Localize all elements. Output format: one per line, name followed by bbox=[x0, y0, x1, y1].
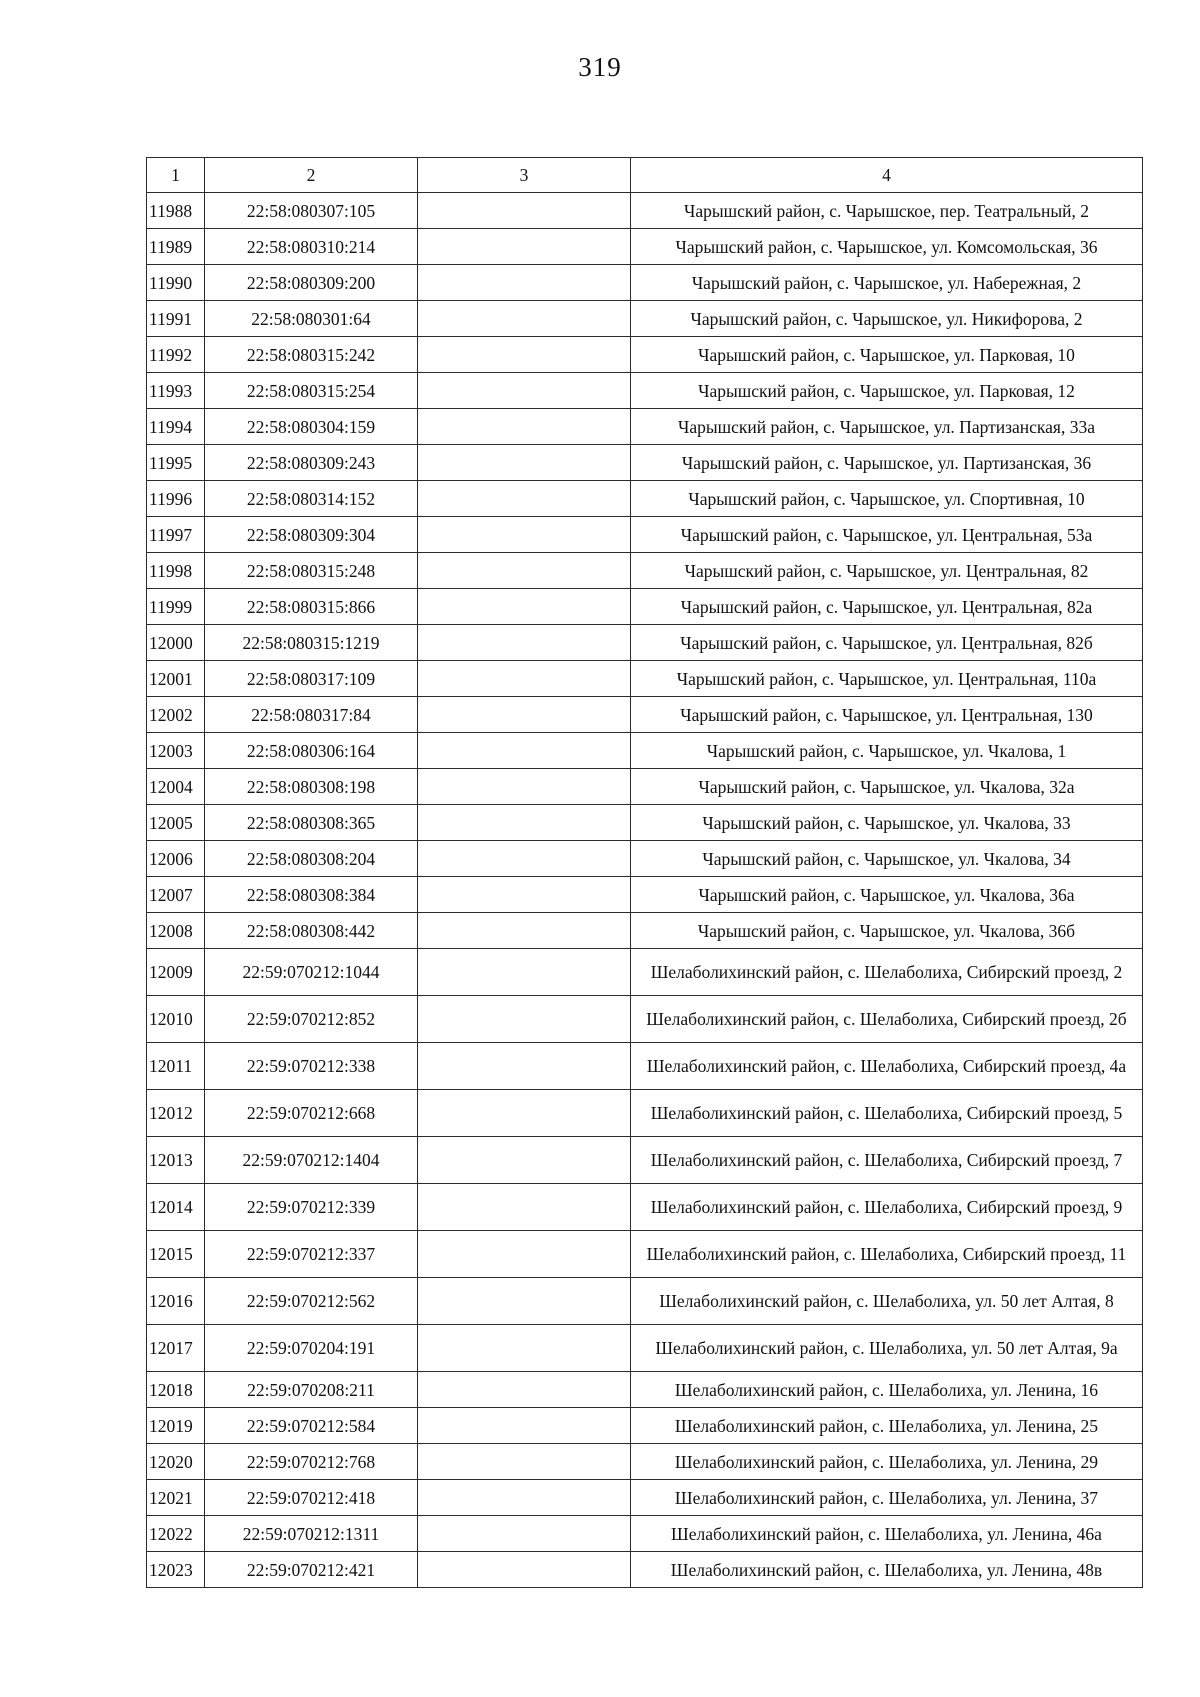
column-3-cell bbox=[418, 301, 631, 337]
row-number: 11990 bbox=[147, 265, 205, 301]
cadastral-number: 22:59:070212:584 bbox=[205, 1408, 418, 1444]
address: Чарышский район, с. Чарышское, ул. Центральная, 82а bbox=[631, 589, 1143, 625]
address: Чарышский район, с. Чарышское, ул. Чкалова, 34 bbox=[631, 841, 1143, 877]
table-row bbox=[147, 769, 1143, 805]
cadastral-number: 22:58:080304:159 bbox=[205, 409, 418, 445]
address: Шелаболихинский район, с. Шелаболиха, ул. Ленина, 25 bbox=[631, 1408, 1143, 1444]
address: Шелаболихинский район, с. Шелаболиха, ул. Ленина, 29 bbox=[631, 1444, 1143, 1480]
address: Шелаболихинский район, с. Шелаболиха, Сибирский проезд, 11 bbox=[631, 1231, 1143, 1278]
row-number: 11988 bbox=[147, 193, 205, 229]
row-number: 11999 bbox=[147, 589, 205, 625]
page-number: 319 bbox=[578, 52, 622, 82]
table-row bbox=[147, 301, 1143, 337]
address: Чарышский район, с. Чарышское, ул. Чкалова, 33 bbox=[631, 805, 1143, 841]
row-number: 12008 bbox=[147, 913, 205, 949]
table-row bbox=[147, 625, 1143, 661]
row-number: 12007 bbox=[147, 877, 205, 913]
column-3-cell bbox=[418, 733, 631, 769]
cadastral-number: 22:59:070204:191 bbox=[205, 1325, 418, 1372]
column-3-cell bbox=[418, 193, 631, 229]
address: Шелаболихинский район, с. Шелаболиха, Сибирский проезд, 2 bbox=[631, 949, 1143, 996]
table-header bbox=[147, 158, 1143, 193]
table-row bbox=[147, 1372, 1143, 1408]
column-3-cell bbox=[418, 553, 631, 589]
address: Чарышский район, с. Чарышское, ул. Чкалова, 36б bbox=[631, 913, 1143, 949]
row-number: 11989 bbox=[147, 229, 205, 265]
address: Чарышский район, с. Чарышское, ул. Чкалова, 36а bbox=[631, 877, 1143, 913]
column-3-cell bbox=[418, 1090, 631, 1137]
column-3-cell bbox=[418, 1408, 631, 1444]
cadastral-number: 22:58:080308:442 bbox=[205, 913, 418, 949]
table-row bbox=[147, 1231, 1143, 1278]
address: Шелаболихинский район, с. Шелаболиха, Сибирский проезд, 5 bbox=[631, 1090, 1143, 1137]
row-number: 12006 bbox=[147, 841, 205, 877]
cadastral-number: 22:59:070212:337 bbox=[205, 1231, 418, 1278]
column-3-cell bbox=[418, 265, 631, 301]
column-3-cell bbox=[418, 841, 631, 877]
column-3-cell bbox=[418, 1278, 631, 1325]
address: Шелаболихинский район, с. Шелаболиха, ул. Ленина, 16 bbox=[631, 1372, 1143, 1408]
table-row bbox=[147, 589, 1143, 625]
table-row bbox=[147, 373, 1143, 409]
table-row bbox=[147, 1480, 1143, 1516]
table-row bbox=[147, 337, 1143, 373]
column-3-cell bbox=[418, 1184, 631, 1231]
column-3-cell bbox=[418, 1480, 631, 1516]
cadastral-number: 22:58:080306:164 bbox=[205, 733, 418, 769]
cadastral-number: 22:58:080310:214 bbox=[205, 229, 418, 265]
column-3-cell bbox=[418, 373, 631, 409]
column-3-cell bbox=[418, 877, 631, 913]
table-row bbox=[147, 409, 1143, 445]
row-number: 12013 bbox=[147, 1137, 205, 1184]
cadastral-number: 22:58:080309:243 bbox=[205, 445, 418, 481]
table-row bbox=[147, 1444, 1143, 1480]
row-number: 12014 bbox=[147, 1184, 205, 1231]
cadastral-number: 22:58:080314:152 bbox=[205, 481, 418, 517]
cadastral-number: 22:58:080315:866 bbox=[205, 589, 418, 625]
table-row bbox=[147, 229, 1143, 265]
row-number: 12020 bbox=[147, 1444, 205, 1480]
cadastral-number: 22:58:080315:1219 bbox=[205, 625, 418, 661]
row-number: 11992 bbox=[147, 337, 205, 373]
table-row bbox=[147, 996, 1143, 1043]
cadastral-number: 22:59:070212:1311 bbox=[205, 1516, 418, 1552]
column-3-cell bbox=[418, 697, 631, 733]
row-number: 12003 bbox=[147, 733, 205, 769]
row-number: 11994 bbox=[147, 409, 205, 445]
column-3-cell bbox=[418, 661, 631, 697]
row-number: 11998 bbox=[147, 553, 205, 589]
row-number: 12017 bbox=[147, 1325, 205, 1372]
row-number: 12005 bbox=[147, 805, 205, 841]
table-row bbox=[147, 193, 1143, 229]
column-header-3: 3 bbox=[418, 158, 631, 193]
table-row bbox=[147, 1516, 1143, 1552]
cadastral-number: 22:58:080308:365 bbox=[205, 805, 418, 841]
table-row bbox=[147, 805, 1143, 841]
row-number: 12019 bbox=[147, 1408, 205, 1444]
table-row bbox=[147, 877, 1143, 913]
cadastral-number: 22:58:080315:242 bbox=[205, 337, 418, 373]
address: Шелаболихинский район, с. Шелаболиха, Сибирский проезд, 7 bbox=[631, 1137, 1143, 1184]
row-number: 12004 bbox=[147, 769, 205, 805]
row-number: 11991 bbox=[147, 301, 205, 337]
cadastral-number: 22:58:080309:200 bbox=[205, 265, 418, 301]
column-3-cell bbox=[418, 589, 631, 625]
table-row bbox=[147, 481, 1143, 517]
cadastral-number: 22:58:080315:248 bbox=[205, 553, 418, 589]
column-header-4: 4 bbox=[631, 158, 1143, 193]
row-number: 12011 bbox=[147, 1043, 205, 1090]
address: Чарышский район, с. Чарышское, пер. Театральный, 2 bbox=[631, 193, 1143, 229]
cadastral-number: 22:59:070212:562 bbox=[205, 1278, 418, 1325]
cadastral-number: 22:58:080317:109 bbox=[205, 661, 418, 697]
address: Чарышский район, с. Чарышское, ул. Центральная, 82 bbox=[631, 553, 1143, 589]
table-row bbox=[147, 553, 1143, 589]
address: Шелаболихинский район, с. Шелаболиха, ул. 50 лет Алтая, 8 bbox=[631, 1278, 1143, 1325]
address: Чарышский район, с. Чарышское, ул. Центральная, 82б bbox=[631, 625, 1143, 661]
column-3-cell bbox=[418, 1516, 631, 1552]
cadastral-number: 22:58:080308:384 bbox=[205, 877, 418, 913]
table-row bbox=[147, 697, 1143, 733]
row-number: 11993 bbox=[147, 373, 205, 409]
column-3-cell bbox=[418, 481, 631, 517]
cadastral-number: 22:59:070208:211 bbox=[205, 1372, 418, 1408]
column-3-cell bbox=[418, 1325, 631, 1372]
address: Чарышский район, с. Чарышское, ул. Центральная, 53а bbox=[631, 517, 1143, 553]
row-number: 11995 bbox=[147, 445, 205, 481]
cadastral-number: 22:58:080308:204 bbox=[205, 841, 418, 877]
cadastral-number: 22:59:070212:852 bbox=[205, 996, 418, 1043]
column-3-cell bbox=[418, 229, 631, 265]
table-row bbox=[147, 265, 1143, 301]
cadastral-number: 22:58:080307:105 bbox=[205, 193, 418, 229]
address: Чарышский район, с. Чарышское, ул. Центральная, 130 bbox=[631, 697, 1143, 733]
column-3-cell bbox=[418, 409, 631, 445]
column-3-cell bbox=[418, 1137, 631, 1184]
cadastral-number: 22:58:080308:198 bbox=[205, 769, 418, 805]
cadastral-number: 22:59:070212:768 bbox=[205, 1444, 418, 1480]
table-row bbox=[147, 661, 1143, 697]
table-row bbox=[147, 445, 1143, 481]
address: Чарышский район, с. Чарышское, ул. Спортивная, 10 bbox=[631, 481, 1143, 517]
cadastral-number: 22:59:070212:418 bbox=[205, 1480, 418, 1516]
row-number: 12001 bbox=[147, 661, 205, 697]
column-3-cell bbox=[418, 1231, 631, 1278]
table-row bbox=[147, 949, 1143, 996]
row-number: 12002 bbox=[147, 697, 205, 733]
cadastral-number: 22:59:070212:421 bbox=[205, 1552, 418, 1588]
row-number: 12016 bbox=[147, 1278, 205, 1325]
address: Шелаболихинский район, с. Шелаболиха, Сибирский проезд, 9 bbox=[631, 1184, 1143, 1231]
column-3-cell bbox=[418, 1444, 631, 1480]
column-3-cell bbox=[418, 625, 631, 661]
address: Чарышский район, с. Чарышское, ул. Набережная, 2 bbox=[631, 265, 1143, 301]
table-row bbox=[147, 1325, 1143, 1372]
column-3-cell bbox=[418, 1552, 631, 1588]
row-number: 12009 bbox=[147, 949, 205, 996]
column-header-1: 1 bbox=[147, 158, 205, 193]
address: Шелаболихинский район, с. Шелаболиха, ул. Ленина, 37 bbox=[631, 1480, 1143, 1516]
table-row bbox=[147, 841, 1143, 877]
row-number: 12012 bbox=[147, 1090, 205, 1137]
row-number: 12000 bbox=[147, 625, 205, 661]
cadastral-number: 22:59:070212:339 bbox=[205, 1184, 418, 1231]
address: Чарышский район, с. Чарышское, ул. Партизанская, 36 bbox=[631, 445, 1143, 481]
address: Чарышский район, с. Чарышское, ул. Комсомольская, 36 bbox=[631, 229, 1143, 265]
address: Чарышский район, с. Чарышское, ул. Парковая, 10 bbox=[631, 337, 1143, 373]
cadastral-number: 22:58:080309:304 bbox=[205, 517, 418, 553]
cadastral-number: 22:58:080315:254 bbox=[205, 373, 418, 409]
row-number: 12018 bbox=[147, 1372, 205, 1408]
row-number: 12010 bbox=[147, 996, 205, 1043]
column-3-cell bbox=[418, 1043, 631, 1090]
column-3-cell bbox=[418, 517, 631, 553]
cadastral-number: 22:58:080301:64 bbox=[205, 301, 418, 337]
column-3-cell bbox=[418, 337, 631, 373]
column-3-cell bbox=[418, 769, 631, 805]
column-3-cell bbox=[418, 949, 631, 996]
table-row bbox=[147, 1552, 1143, 1588]
column-header-2: 2 bbox=[205, 158, 418, 193]
address: Чарышский район, с. Чарышское, ул. Парковая, 12 bbox=[631, 373, 1143, 409]
address: Шелаболихинский район, с. Шелаболиха, Сибирский проезд, 4а bbox=[631, 1043, 1143, 1090]
address: Шелаболихинский район, с. Шелаболиха, ул. Ленина, 48в bbox=[631, 1552, 1143, 1588]
table-row bbox=[147, 1137, 1143, 1184]
address: Шелаболихинский район, с. Шелаболиха, ул. 50 лет Алтая, 9а bbox=[631, 1325, 1143, 1372]
table-row bbox=[147, 1278, 1143, 1325]
table-row bbox=[147, 1184, 1143, 1231]
column-3-cell bbox=[418, 996, 631, 1043]
row-number: 11996 bbox=[147, 481, 205, 517]
column-3-cell bbox=[418, 913, 631, 949]
table-row bbox=[147, 1090, 1143, 1137]
row-number: 12021 bbox=[147, 1480, 205, 1516]
table-row bbox=[147, 913, 1143, 949]
address: Чарышский район, с. Чарышское, ул. Партизанская, 33а bbox=[631, 409, 1143, 445]
column-3-cell bbox=[418, 445, 631, 481]
row-number: 12015 bbox=[147, 1231, 205, 1278]
address: Чарышский район, с. Чарышское, ул. Чкалова, 32а bbox=[631, 769, 1143, 805]
column-3-cell bbox=[418, 805, 631, 841]
address: Шелаболихинский район, с. Шелаболиха, ул. Ленина, 46а bbox=[631, 1516, 1143, 1552]
cadastral-number: 22:58:080317:84 bbox=[205, 697, 418, 733]
table-row bbox=[147, 1408, 1143, 1444]
column-3-cell bbox=[418, 1372, 631, 1408]
table-row bbox=[147, 733, 1143, 769]
cadastral-number: 22:59:070212:668 bbox=[205, 1090, 418, 1137]
cadastral-number: 22:59:070212:1404 bbox=[205, 1137, 418, 1184]
address: Чарышский район, с. Чарышское, ул. Чкалова, 1 bbox=[631, 733, 1143, 769]
table-row bbox=[147, 517, 1143, 553]
table-body bbox=[147, 193, 1143, 1588]
row-number: 11997 bbox=[147, 517, 205, 553]
registry-table bbox=[146, 157, 1143, 1588]
row-number: 12022 bbox=[147, 1516, 205, 1552]
address: Шелаболихинский район, с. Шелаболиха, Сибирский проезд, 2б bbox=[631, 996, 1143, 1043]
row-number: 12023 bbox=[147, 1552, 205, 1588]
cadastral-number: 22:59:070212:338 bbox=[205, 1043, 418, 1090]
table-row bbox=[147, 1043, 1143, 1090]
address: Чарышский район, с. Чарышское, ул. Никифорова, 2 bbox=[631, 301, 1143, 337]
address: Чарышский район, с. Чарышское, ул. Центральная, 110а bbox=[631, 661, 1143, 697]
cadastral-number: 22:59:070212:1044 bbox=[205, 949, 418, 996]
